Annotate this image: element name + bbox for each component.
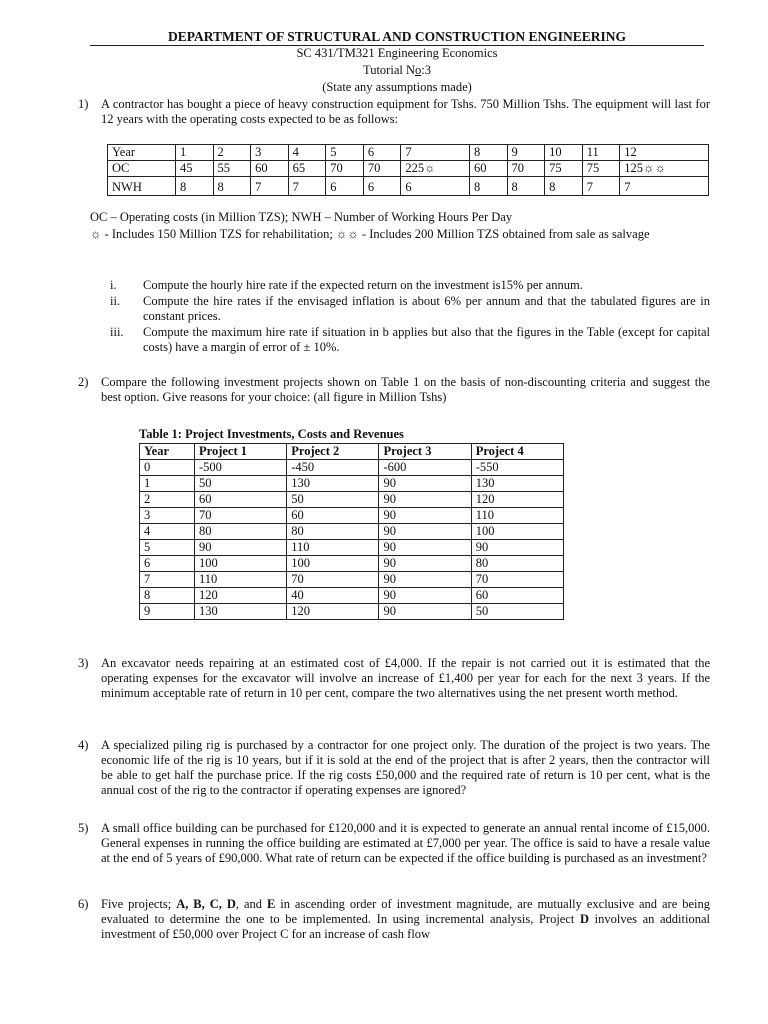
project-table-cell: 70 [195,508,287,524]
q6-project-letters: A, B, C, D [176,897,236,911]
question-number: 5) [78,821,89,835]
oc-table-cell: Year [108,145,176,161]
project-table-cell: 5 [140,540,195,556]
oc-table-cell: 8 [175,177,213,196]
table-1-caption: Table 1: Project Investments, Costs and Revenues [139,427,404,441]
project-table-cell: 50 [287,492,379,508]
project-table-cell: 100 [471,524,563,540]
question-3 [78,656,710,701]
project-table-cell: 40 [287,588,379,604]
project-table-row [140,492,564,508]
course-title: SC 431/TM321 Engineering Economics [296,46,498,60]
oc-table-cell: 45 [175,161,213,177]
project-table-cell: 6 [140,556,195,572]
project-table-cell: 4 [140,524,195,540]
oc-table-cell: 7 [582,177,620,196]
oc-table-cell: 3 [251,145,289,161]
oc-table-cell: 11 [582,145,620,161]
project-table-cell: 8 [140,588,195,604]
project-table-cell: 120 [195,588,287,604]
department-heading: DEPARTMENT OF STRUCTURAL AND CONSTRUCTION ENGINEERING [90,29,704,46]
oc-table-row [108,161,709,177]
oc-table-cell: 65 [288,161,326,177]
question-text: An excavator needs repairing at an estimated cost of £4,000. If the repair is not carried out it is estimated that the operating expenses for the excavator will involve an increase of £1,400 per year for each for the next 3 years. If the minimum acceptable rate of return in 10 per cent, compare the two alternatives using the net present worth method. [101,656,710,700]
project-table-cell: 50 [471,604,563,620]
oc-table-row [108,177,709,196]
oc-table-cell: 4 [288,145,326,161]
project-table-cell: 130 [195,604,287,620]
project-table-cell: -600 [379,460,471,476]
project-table-cell: 90 [379,508,471,524]
tutorial-o: o [415,63,422,77]
question-6 [78,897,710,942]
oc-table-cell: 5 [326,145,364,161]
question-number: 1) [78,97,89,111]
tutorial-number [90,63,704,78]
table-legend-symbols: ☼ - Includes 150 Million TZS for rehabilitation; ☼☼ - Includes 200 Million TZS obtained from sale as salvage [90,227,650,241]
question-text [101,897,710,942]
project-table-cell: 130 [287,476,379,492]
sub-question-iii [110,325,710,355]
question-number: 2) [78,375,89,389]
assumptions-note: (State any assumptions made) [322,80,472,94]
project-table-cell: 7 [140,572,195,588]
operating-costs-table [107,144,709,196]
question-1 [78,97,710,127]
project-table-cell: -550 [471,460,563,476]
oc-table-cell: 60 [251,161,289,177]
project-table-header: Year [140,444,195,460]
question-number: 3) [78,656,89,670]
project-table-row [140,460,564,476]
oc-table-cell: 12 [620,145,709,161]
oc-table-cell: 8 [469,177,507,196]
sub-text: Compute the hire rates if the envisaged inflation is about 6% per annum and that the tabulated figures are in constant prices. [143,294,710,323]
project-table-row [140,476,564,492]
question-text: A specialized piling rig is purchased by a contractor for one project only. The duration of the project is two years. The economic life of the rig is 10 years, but if it is sold at the end of the project that is after 2 years, then the contractor will be able to get half the purchase price. If the rig costs £50,000 and the required rate of return is 10 per cent, what is the annual cost of the rig to the contractor if operating expenses are ignored? [101,738,710,797]
oc-table-cell: 6 [363,145,401,161]
project-table-cell: 100 [287,556,379,572]
question-2 [78,375,710,405]
sub-question-ii [110,294,710,324]
project-table-cell: 1 [140,476,195,492]
question-4 [78,738,710,798]
project-table-cell: 80 [287,524,379,540]
project-table-cell: 9 [140,604,195,620]
sub-text: Compute the maximum hire rate if situation in b applies but also that the figures in the Table (except for capital costs) have a margin of error of ± 10%. [143,325,710,354]
oc-table-cell: 8 [545,177,583,196]
oc-table-cell: 8 [507,177,545,196]
project-table-header: Project 4 [471,444,563,460]
project-table-cell: 120 [287,604,379,620]
oc-table-cell: 1 [175,145,213,161]
oc-table-cell: 8 [213,177,251,196]
q6-text-a: Five projects; [101,897,177,911]
project-table-cell: 90 [471,540,563,556]
project-table-row [140,556,564,572]
sub-text: Compute the hourly hire rate if the expected return on the investment is15% per annum. [143,278,583,292]
project-table-cell: 0 [140,460,195,476]
question-5 [78,821,710,866]
oc-table-cell: 75 [582,161,620,177]
project-table-cell: -450 [287,460,379,476]
project-table-cell: 80 [195,524,287,540]
project-table-cell: 120 [471,492,563,508]
project-table-header: Project 3 [379,444,471,460]
project-table-cell: 60 [195,492,287,508]
project-table-cell: 90 [379,588,471,604]
q6-text-b: , and [235,897,267,911]
project-table-cell: 90 [379,492,471,508]
project-table-cell: -500 [195,460,287,476]
project-table-cell: 50 [195,476,287,492]
oc-table-cell: 70 [326,161,364,177]
project-table-row [140,572,564,588]
project-table-cell: 110 [287,540,379,556]
project-table-row [140,524,564,540]
project-table-cell: 60 [287,508,379,524]
project-table-cell: 3 [140,508,195,524]
project-table-cell: 90 [379,556,471,572]
oc-table-cell: 6 [363,177,401,196]
q6-text-d: involves an additional investment of £50,000 over Project C for an increase of cash flow [101,912,710,941]
oc-table-cell: 8 [469,145,507,161]
oc-table-cell: 6 [326,177,364,196]
question-text: A small office building can be purchased for £120,000 and it is expected to generate an annual rental income of £15,000. General expenses in running the office building are estimated at £7,000 per year. The office is said to have a resale value at the end of 5 years of £90,000. What rate of return can be expected if the office building is purchased as an investment? [101,821,710,865]
oc-table-row [108,145,709,161]
project-table-cell: 90 [379,572,471,588]
table-legend-abbreviations: OC – Operating costs (in Million TZS); NWH – Number of Working Hours Per Day [90,210,513,224]
project-table-row [140,508,564,524]
project-table-cell: 60 [471,588,563,604]
oc-table-cell: 7 [288,177,326,196]
project-table-cell: 130 [471,476,563,492]
project-table-cell: 90 [379,604,471,620]
oc-table-cell: 125☼☼ [620,161,709,177]
question-text: A contractor has bought a piece of heavy construction equipment for Tshs. 750 Million Tshs. The equipment will last for 12 years with the operating costs expected to be as follows: [101,97,710,126]
project-table-cell: 90 [379,540,471,556]
question-number: 4) [78,738,89,752]
project-table-cell: 110 [195,572,287,588]
sub-question-i [110,278,710,293]
sub-number: iii. [110,325,124,339]
project-table-cell: 90 [379,476,471,492]
tutorial-suffix: :3 [421,63,431,77]
project-table-row [140,540,564,556]
sub-number: i. [110,278,117,292]
oc-table-cell: 70 [507,161,545,177]
project-table-cell: 90 [379,524,471,540]
project-investments-table [139,443,564,620]
project-table-cell: 110 [471,508,563,524]
tutorial-prefix: Tutorial N [363,63,415,77]
oc-table-cell: 2 [213,145,251,161]
oc-table-cell: 7 [401,145,470,161]
project-table-header: Project 2 [287,444,379,460]
project-table-cell: 80 [471,556,563,572]
project-table-cell: 70 [287,572,379,588]
project-table-cell: 90 [195,540,287,556]
oc-table-cell: NWH [108,177,176,196]
sub-number: ii. [110,294,121,308]
oc-table-cell: 60 [469,161,507,177]
oc-table-cell: 7 [620,177,709,196]
oc-table-cell: 75 [545,161,583,177]
q6-project-e: E [266,897,276,911]
oc-table-cell: 7 [251,177,289,196]
project-table-row [140,588,564,604]
oc-table-cell: 10 [545,145,583,161]
oc-table-cell: 55 [213,161,251,177]
project-table-cell: 2 [140,492,195,508]
oc-table-cell: 225☼ [401,161,470,177]
question-text: Compare the following investment projects shown on Table 1 on the basis of non-discounting criteria and suggest the best option. Give reasons for your choice: (all figure in Million Tshs) [101,375,710,404]
project-table-cell: 100 [195,556,287,572]
question-number: 6) [78,897,89,911]
project-table-row [140,604,564,620]
q6-text-c: in ascending order of investment magnitude, are mutually exclusive and are being evaluated to determine the one to be implemented. In using incremental analysis, Project [101,897,710,926]
q6-project-d: D [579,912,590,926]
oc-table-cell: OC [108,161,176,177]
oc-table-cell: 9 [507,145,545,161]
project-table-cell: 70 [471,572,563,588]
project-table-header: Project 1 [195,444,287,460]
oc-table-cell: 70 [363,161,401,177]
oc-table-cell: 6 [401,177,470,196]
